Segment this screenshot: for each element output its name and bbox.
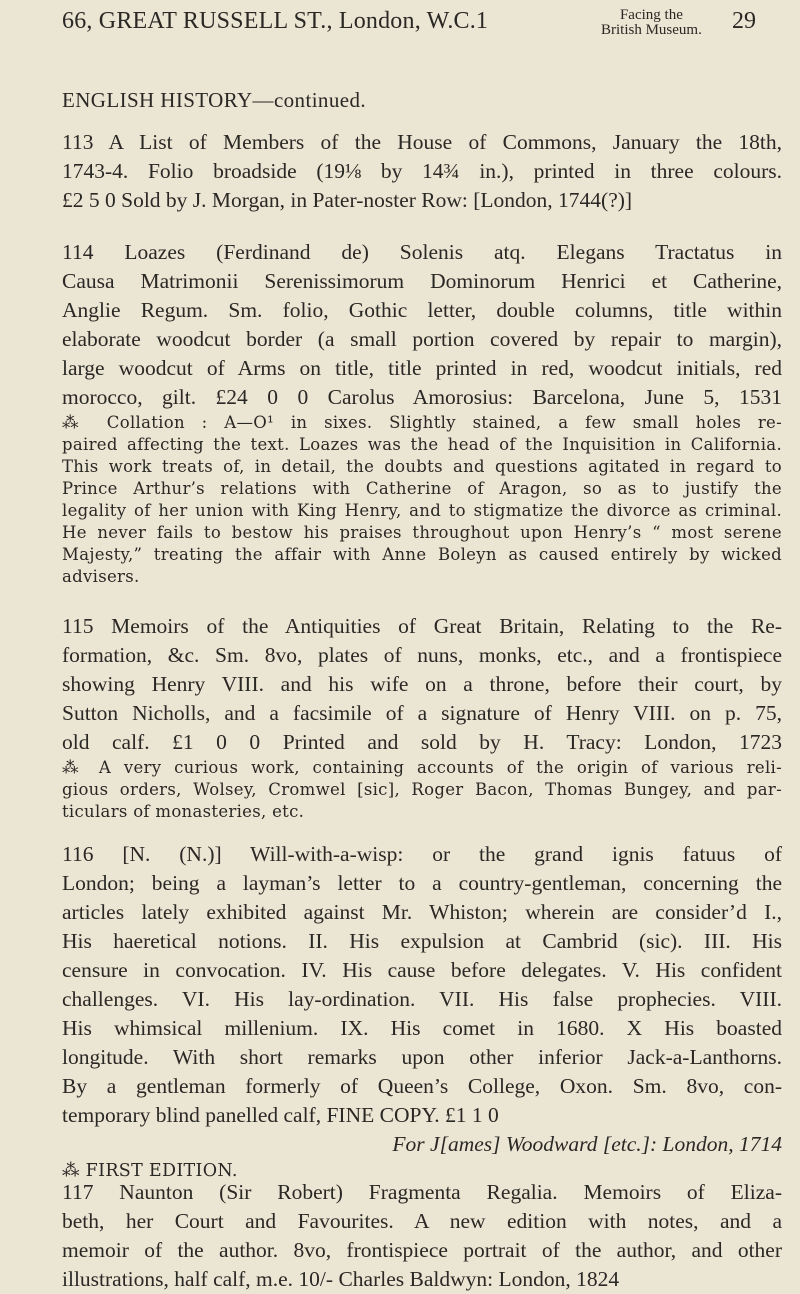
entry-note-line: This work treats of, in detail, the doubts and questions agitated in regard to: [62, 457, 782, 476]
shop-address: 66, GREAT RUSSELL ST., London, W.C.1: [62, 8, 489, 34]
entry-line: Anglie Regum. Sm. folio, Gothic letter, double columns, title within: [62, 298, 782, 322]
entry-line: London; being a layman’s letter to a country-gentleman, concerning the: [62, 871, 782, 895]
entry-line: 116 [N. (N.)] Will-with-a-wisp: or the grand ignis fatuus of: [62, 842, 782, 866]
entry-line: Sutton Nicholls, and a facsimile of a signature of Henry VIII. on p. 75,: [62, 701, 782, 725]
facing-note-line2: British Museum.: [601, 22, 702, 38]
entry-line: £2 5 0 Sold by J. Morgan, in Pater-noster Row: [London, 1744(?)]: [62, 188, 633, 212]
page-header: [62, 6, 780, 40]
facing-note: [601, 8, 702, 38]
entry-note-line: paired affecting the text. Loazes was the head of the Inquisition in California.: [62, 435, 782, 454]
entry-line: articles lately exhibited against Mr. Whiston; wherein are consider’d I.,: [62, 900, 782, 924]
entry-line: 1743-4. Folio broadside (19⅛ by 14¾ in.), printed in three colours.: [62, 159, 782, 183]
entry-line: challenges. VI. His lay-ordination. VII. His false prophecies. VIII.: [62, 987, 782, 1011]
catalogue-entry-116: [62, 840, 782, 1183]
entry-imprint: For J[ames] Woodward [etc.]: London, 1714: [392, 1132, 782, 1156]
entry-line: memoir of the author. 8vo, frontispiece portrait of the author, and other: [62, 1238, 782, 1262]
catalogue-entry-113: [62, 128, 782, 215]
entry-note-line: gious orders, Wolsey, Cromwel [sic], Roger Bacon, Thomas Bungey, and par-: [62, 780, 782, 799]
entry-line: formation, &c. Sm. 8vo, plates of nuns, monks, etc., and a frontispiece: [62, 643, 782, 667]
entry-line: 115 Memoirs of the Antiquities of Great Britain, Relating to the Re-: [62, 614, 782, 638]
entry-line: 114 Loazes (Ferdinand de) Solenis atq. Elegans Tractatus in: [62, 240, 782, 264]
entry-line: old calf. £1 0 0 Printed and sold by H. Tracy: London, 1723: [62, 730, 782, 754]
catalogue-entry-115: [62, 612, 782, 823]
entry-line: morocco, gilt. £24 0 0 Carolus Amorosius: Barcelona, June 5, 1531: [62, 385, 782, 409]
entry-note-line: Majesty,” treating the affair with Anne Boleyn as caused entirely by wicked: [62, 545, 782, 564]
entry-line: longitude. With short remarks upon other inferior Jack-a-Lanthorns.: [62, 1045, 782, 1069]
entry-note-line: Prince Arthur’s relations with Catherine of Aragon, so as to justify the: [62, 479, 782, 498]
entry-line: elaborate woodcut border (a small portion covered by repair to margin),: [62, 327, 782, 351]
entry-note-line: ticulars of monasteries, etc.: [62, 802, 305, 821]
entry-line: beth, her Court and Favourites. A new edition with notes, and a: [62, 1209, 782, 1233]
entry-line: His whimsical millenium. IX. His comet in 1680. X His boasted: [62, 1016, 782, 1040]
entry-line: His haeretical notions. II. His expulsion at Cambrid (sic). III. His: [62, 929, 782, 953]
entry-line: showing Henry VIII. and his wife on a throne, before their court, by: [62, 672, 782, 696]
facing-note-line1: Facing the: [619, 7, 683, 23]
entry-line: Causa Matrimonii Serenissimorum Dominorum Henrici et Catherine,: [62, 269, 782, 293]
section-heading: ENGLISH HISTORY—continued.: [62, 88, 366, 112]
page-number: 29: [732, 8, 756, 34]
entry-note-line: He never fails to bestow his praises throughout upon Henry’s “ most serene: [62, 523, 782, 542]
entry-note-line: ⁂ FIRST EDITION.: [62, 1161, 238, 1181]
entry-note-line: ⁂ A very curious work, containing accounts of the origin of various reli-: [62, 758, 782, 777]
entry-line: temporary blind panelled calf, FINE COPY. £1 1 0: [62, 1103, 499, 1127]
entry-note-line: advisers.: [62, 567, 140, 586]
catalogue-entry-117: [62, 1178, 782, 1294]
entry-line: 113 A List of Members of the House of Commons, January the 18th,: [62, 130, 782, 154]
entry-line: 117 Naunton (Sir Robert) Fragmenta Regalia. Memoirs of Eliza-: [62, 1180, 782, 1204]
entry-line: illustrations, half calf, m.e. 10/- Charles Baldwyn: London, 1824: [62, 1267, 620, 1291]
entry-note-line: ⁂ Collation : A—O¹ in sixes. Slightly stained, a few small holes re-: [62, 413, 782, 432]
entry-line: censure in convocation. IV. His cause before delegates. V. His confident: [62, 958, 782, 982]
catalogue-entry-114: [62, 238, 782, 588]
entry-line: By a gentleman formerly of Queen’s College, Oxon. Sm. 8vo, con-: [62, 1074, 782, 1098]
entry-line: large woodcut of Arms on title, title printed in red, woodcut initials, red: [62, 356, 782, 380]
entry-note-line: legality of her union with King Henry, and to stigmatize the divorce as criminal.: [62, 501, 782, 520]
